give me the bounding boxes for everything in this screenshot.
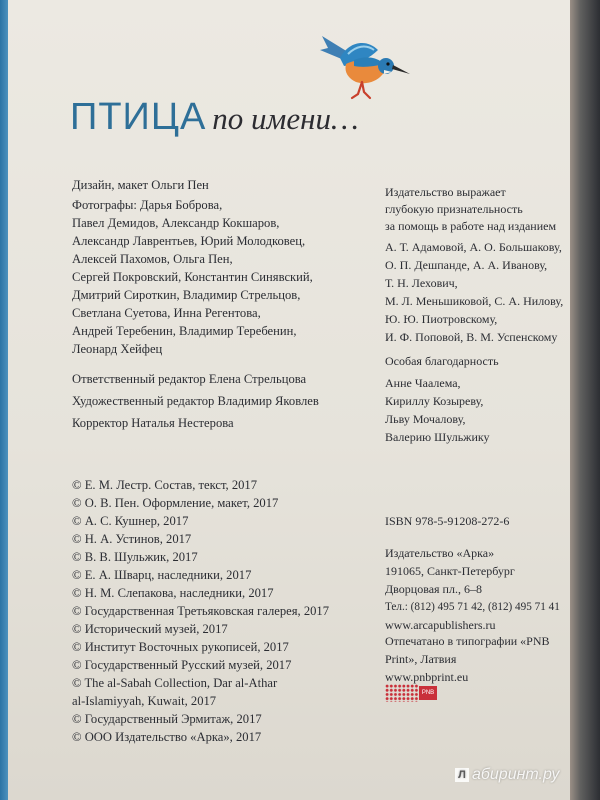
page-title: [70, 96, 359, 139]
copyright-line: © Государственный Русский музей, 2017: [72, 658, 292, 672]
photo-credit-line: Леонард Хейфец: [72, 342, 163, 356]
copyright-line: © Институт Восточных рукописей, 2017: [72, 640, 289, 654]
isbn: ISBN 978-5-91208-272-6: [385, 514, 510, 528]
thanks-name-line: И. Ф. Поповой, В. М. Успенскому: [385, 330, 558, 344]
copyright-line: © Исторический музей, 2017: [72, 622, 228, 636]
publisher-line: Тел.: (812) 495 71 42, (812) 495 71 41: [385, 601, 560, 613]
photo-credit-line: Светлана Суетова, Инна Регентова,: [72, 306, 261, 320]
photo-credit-line: Дмитрий Сироткин, Владимир Стрельцов,: [72, 288, 301, 302]
special-thanks-heading: Особая благодарность: [385, 354, 499, 368]
photo-credit-line: Павел Демидов, Александр Кокшаров,: [72, 216, 280, 230]
special-thanks-name: Анне Чаалема,: [385, 376, 461, 390]
title-caps: ПТИЦА: [70, 96, 207, 138]
photo-credit-line: Александр Лаврентьев, Юрий Молодковец,: [72, 234, 306, 248]
gratitude-line: Издательство выражает: [385, 185, 506, 199]
publisher-line: Издательство «Арка»: [385, 546, 495, 560]
watermark-logo-icon: Л: [455, 768, 469, 782]
copyright-line: © О. В. Пен. Оформление, макет, 2017: [72, 496, 279, 510]
copyright-line: © Государственная Третьяковская галерея, 2017: [72, 604, 330, 618]
design-credit: Дизайн, макет Ольги Пен: [72, 178, 209, 192]
page-edge-shadow: [570, 0, 600, 800]
photo-credit-line: Сергей Покровский, Константин Синявский,: [72, 270, 313, 284]
logo-dot-pattern: [385, 684, 419, 702]
thanks-name-line: А. Т. Адамовой, А. О. Большакову,: [385, 240, 562, 254]
art-editor-credit: Художественный редактор Владимир Яковлев: [72, 394, 319, 408]
copyright-line: © Н. А. Устинов, 2017: [72, 532, 192, 546]
copyright-line: © ООО Издательство «Арка», 2017: [72, 730, 262, 744]
printer-website: www.pnbprint.eu: [385, 670, 469, 684]
copyright-line: © The al-Sabah Collection, Dar al-Athar: [72, 676, 278, 690]
editor-credit: Ответственный редактор Елена Стрельцова: [72, 372, 307, 386]
printer-line: Отпечатано в типографии «PNB: [385, 634, 550, 648]
thanks-name-line: Ю. Ю. Пиотровскому,: [385, 312, 498, 326]
photo-credit-line: Фотографы: Дарья Боброва,: [72, 198, 223, 212]
copyright-line: © В. В. Шульжик, 2017: [72, 550, 198, 564]
copyright-line: © Е. М. Лестр. Состав, текст, 2017: [72, 478, 258, 492]
copyright-line: © Н. М. Слепакова, наследники, 2017: [72, 586, 274, 600]
photo-credit-line: Алексей Пахомов, Ольга Пен,: [72, 252, 233, 266]
printer-line: Print», Латвия: [385, 652, 457, 666]
gratitude-line: за помощь в работе над изданием: [385, 219, 557, 233]
copyright-line: © А. С. Кушнер, 2017: [72, 514, 189, 528]
proofreader-credit: Корректор Наталья Нестерова: [72, 416, 234, 430]
thanks-name-line: М. Л. Меньшиковой, С. А. Нилову,: [385, 294, 564, 308]
special-thanks-name: Льву Мочалову,: [385, 412, 466, 426]
copyright-line: © Государственный Эрмитаж, 2017: [72, 712, 262, 726]
logo-text: PNB: [419, 686, 437, 700]
thanks-name-line: О. П. Дешпанде, А. А. Иванову,: [385, 258, 548, 272]
photo-credit-line: Андрей Теребенин, Владимир Теребенин,: [72, 324, 297, 338]
copyright-line: al-Islamiyyah, Kuwait, 2017: [72, 694, 217, 708]
copyright-line: © Е. А. Шварц, наследники, 2017: [72, 568, 252, 582]
publisher-line: Дворцовая пл., 6–8: [385, 582, 482, 596]
site-watermark: [455, 766, 559, 784]
publisher-line: 191065, Санкт-Петербург: [385, 564, 515, 578]
special-thanks-name: Кириллу Козыреву,: [385, 394, 484, 408]
thanks-name-line: Т. Н. Лехович,: [385, 276, 458, 290]
pnb-print-logo: [385, 684, 437, 702]
publisher-website: www.arcapublishers.ru: [385, 618, 496, 632]
book-spine-edge: [0, 0, 8, 800]
gratitude-line: глубокую признательность: [385, 202, 523, 216]
title-italic: по имени…: [212, 101, 359, 136]
watermark-text: абиринт.ру: [472, 766, 560, 783]
special-thanks-name: Валерию Шульжику: [385, 430, 490, 444]
